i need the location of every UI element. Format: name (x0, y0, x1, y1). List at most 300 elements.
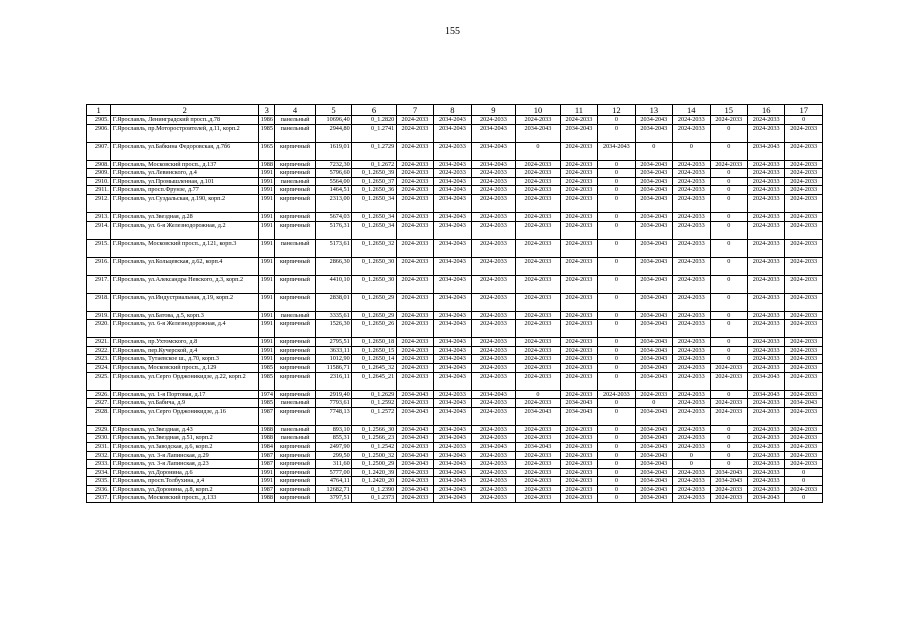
table-cell: 2024-2033 (396, 160, 433, 169)
table-cell: 3797,51 (315, 494, 351, 503)
table-cell: 1974 (260, 390, 273, 398)
table-cell: 2034-2043 (434, 372, 471, 390)
table-cell: 2034-2043 (396, 425, 433, 434)
table-cell: 2024-2033 (471, 293, 516, 311)
table-cell: Г.Ярославль, ул. 1-я Портовая, д.17 (111, 390, 259, 399)
table-cell: 0_1.2650_15 (352, 346, 397, 355)
table-cell: 0_1.2420_20 (352, 477, 397, 486)
table-cell: 2034-2043 (434, 451, 471, 460)
table-cell: 2024-2033 (560, 257, 597, 275)
table-row (87, 169, 823, 178)
table-cell: 2024-2033 (747, 177, 784, 186)
table-row (87, 363, 823, 372)
table-cell: 2024-2033 (747, 460, 784, 469)
table-cell: 2024-2033 (516, 434, 561, 443)
table-cell: 0_1.2650_14 (352, 355, 397, 364)
table-cell: 0 (598, 399, 635, 408)
table-cell: 0 (598, 221, 635, 239)
table-cell: 1526,30 (315, 320, 351, 338)
table-row (87, 346, 823, 355)
table-cell: Г.Ярославль, ул.Серго Орджоникидзе, д.22, корп.2 (111, 372, 259, 390)
table-cell: Г.Ярославль, ул.Серго Орджоникидзе, д.16 (111, 407, 259, 425)
table-cell: 0_1.2390 (352, 485, 397, 494)
table-cell: 2024-2033 (396, 477, 433, 486)
table-cell: 2034-2043 (635, 124, 672, 142)
table-cell: 2024-2033 (673, 477, 710, 486)
table-cell: 2024-2033 (471, 468, 516, 477)
table-cell: 2034-2043 (434, 257, 471, 275)
table-cell: 2024-2033 (747, 311, 784, 320)
table-cell: 1985 (259, 124, 275, 142)
table-cell: 2024-2033 (785, 372, 823, 390)
table-cell: 2034-2043 (434, 355, 471, 364)
table-cell: 11586,71 (315, 363, 351, 372)
table-cell: 3633,11 (315, 346, 351, 355)
table-cell: 2024-2033 (516, 485, 561, 494)
table-cell: 2034-2043 (635, 355, 672, 364)
column-header: 9 (471, 105, 516, 116)
table-cell: 2034-2043 (635, 372, 672, 390)
table-row (87, 477, 823, 486)
table-cell: 2024-2033 (471, 221, 516, 239)
table-cell: кирпичный (275, 320, 315, 338)
table-cell: 0 (598, 160, 635, 169)
table-cell: 2024-2033 (516, 212, 561, 221)
table-cell: кирпичный (275, 451, 315, 460)
table-cell: 2024-2033 (785, 257, 823, 275)
table-cell: 0 (598, 257, 635, 275)
table-cell: 2024-2033 (560, 434, 597, 443)
table-cell: 0_1.2650_30 (352, 257, 397, 275)
table-cell: 2024-2033 (471, 338, 516, 347)
table-cell: 2909. (87, 169, 111, 178)
table-cell: 0_1.2566_23 (352, 434, 397, 443)
table-cell: 2024-2033 (785, 142, 823, 160)
table-cell: Г.Ярославль, ул.Индустриальная, д.19, корп.2 (111, 293, 259, 311)
table-cell: Г.Ярославль, ул.Доронина, д.6 (111, 468, 259, 477)
table-cell: 2930. (87, 434, 111, 443)
table-cell: 2034-2043 (434, 338, 471, 347)
table-cell: 2034-2043 (471, 390, 516, 399)
table-cell: Г.Ярославль, ул.Левинского, д.4 (111, 169, 259, 178)
table-cell: 2024-2033 (560, 494, 597, 503)
table-cell: 1991 (260, 346, 273, 354)
table-row (87, 116, 823, 125)
table-row (87, 212, 823, 221)
column-header: 7 (396, 105, 433, 116)
table-cell: 2917. (87, 275, 111, 293)
table-cell: 0_1.2542 (352, 442, 397, 451)
table-cell: 0 (598, 425, 635, 434)
table-cell: 2024-2033 (673, 390, 710, 399)
table-cell: 7232,30 (315, 160, 351, 169)
table-cell: 2024-2033 (560, 177, 597, 186)
table-cell: 2024-2033 (560, 320, 597, 338)
table-cell: 2034-2043 (434, 477, 471, 486)
table-cell: 2908. (87, 160, 111, 169)
table-cell: кирпичный (275, 346, 315, 355)
table-cell: 10696,40 (315, 116, 351, 125)
table-cell: кирпичный (275, 142, 315, 160)
table-row (87, 425, 823, 434)
table-cell: 0_1.2650_39 (352, 169, 397, 178)
table-cell: 2024-2033 (516, 346, 561, 355)
table-cell: 2024-2033 (747, 346, 784, 355)
table-cell: 2034-2043 (635, 363, 672, 372)
table-cell: 0 (710, 142, 747, 160)
table-cell: 2024-2033 (516, 239, 561, 257)
table-cell: 2024-2033 (785, 407, 823, 425)
table-cell: 2034-2043 (471, 142, 516, 160)
table-cell: 2024-2033 (560, 363, 597, 372)
table-cell: 2024-2033 (434, 390, 471, 399)
table-cell: 2024-2033 (396, 275, 433, 293)
table-cell: Г.Ярославль, пр.Моторостроителей, д.11, корп.2 (111, 124, 259, 142)
table-cell: 2024-2033 (710, 494, 747, 503)
table-cell: 2034-2043 (434, 160, 471, 169)
table-cell: 0 (710, 221, 747, 239)
table-cell: 2024-2033 (471, 355, 516, 364)
table-cell: 2024-2033 (635, 390, 672, 399)
table-cell: 2929. (87, 425, 111, 434)
table-cell: 2912. (87, 194, 111, 212)
table-row (87, 177, 823, 186)
table-cell: 0_1.2650_29 (352, 293, 397, 311)
table-row (87, 194, 823, 212)
table-cell: 0_1.2572 (352, 407, 397, 425)
table-cell: 0_1.2650_26 (352, 320, 397, 338)
table-cell: 2024-2033 (785, 169, 823, 178)
table-cell: 2024-2033 (673, 425, 710, 434)
table-cell: 2024-2033 (785, 338, 823, 347)
table-cell: 2034-2043 (560, 407, 597, 425)
table-cell: 1988 (260, 434, 273, 442)
table-row (87, 142, 823, 160)
column-header: 4 (275, 105, 315, 116)
table-cell: 2034-2043 (434, 399, 471, 408)
column-header: 1 (87, 105, 111, 116)
table-row (87, 338, 823, 347)
table-cell: 2034-2043 (434, 186, 471, 195)
table-cell: кирпичный (275, 160, 315, 169)
table-cell: 2034-2043 (434, 320, 471, 338)
table-cell: 2024-2033 (673, 186, 710, 195)
table-cell: Г.Ярославль, ул.Звездная, д.43 (111, 425, 259, 434)
table-cell: 0_1.2592 (352, 399, 397, 408)
table-cell: 2024-2033 (785, 275, 823, 293)
table-cell: кирпичный (275, 494, 315, 503)
table-cell: 2024-2033 (673, 407, 710, 425)
table-cell: 0_1.2650_29 (352, 311, 397, 320)
table-cell: 1991 (259, 239, 275, 257)
table-cell: 2034-2043 (434, 124, 471, 142)
table-cell: 2944,80 (315, 124, 351, 142)
table-cell: 2024-2033 (785, 485, 823, 494)
table-cell: 2931. (87, 442, 111, 451)
table-cell: 2024-2033 (516, 177, 561, 186)
table-cell: 2034-2043 (471, 160, 516, 169)
table-cell: 2024-2033 (560, 221, 597, 239)
table-cell: 2024-2033 (516, 221, 561, 239)
table-cell: кирпичный (275, 221, 315, 239)
table-cell: 0 (598, 346, 635, 355)
table-row (87, 124, 823, 142)
table-cell: 4764,11 (315, 477, 351, 486)
table-cell: 2034-2043 (516, 442, 561, 451)
table-cell: 2024-2033 (396, 346, 433, 355)
table-cell: 4410,10 (315, 275, 351, 293)
table-cell: 2795,51 (315, 338, 351, 347)
table-cell: 2034-2043 (434, 434, 471, 443)
column-header: 11 (560, 105, 597, 116)
table-cell: 2928. (87, 407, 111, 425)
table-cell: 2024-2033 (471, 407, 516, 425)
table-cell: 5176,31 (315, 221, 351, 239)
table-cell: 2034-2043 (747, 372, 784, 390)
table-cell: 2921. (87, 338, 111, 347)
table-cell: 2024-2033 (396, 338, 433, 347)
table-cell: 0_1.2650_18 (352, 338, 397, 347)
table-cell: 2024-2033 (747, 239, 784, 257)
table-cell: 2838,01 (315, 293, 351, 311)
table-cell: 2034-2043 (434, 468, 471, 477)
table-cell: 0 (598, 363, 635, 372)
table-cell: Г.Ярославль, Московский просп., д.137 (111, 160, 259, 169)
table-cell: 0 (785, 494, 823, 503)
table-cell: 5777,00 (315, 468, 351, 477)
table-cell: 2034-2043 (635, 221, 672, 239)
table-cell: 2934. (87, 468, 111, 477)
table-cell: 2034-2043 (396, 434, 433, 443)
table-cell: 2024-2033 (396, 221, 433, 239)
table-cell: Г.Ярославль, Московский просп., д.121, корп.3 (111, 239, 259, 257)
table-cell: 2024-2033 (785, 311, 823, 320)
table-row (87, 311, 823, 320)
table-cell: 2936. (87, 485, 111, 494)
table-cell: 2024-2033 (434, 142, 471, 160)
table-cell: 2024-2033 (785, 186, 823, 195)
table-cell: 2024-2033 (471, 186, 516, 195)
table-cell: 2024-2033 (396, 468, 433, 477)
table-cell: 0_1.2650_34 (352, 212, 397, 221)
table-cell: 2024-2033 (471, 275, 516, 293)
table-cell: кирпичный (275, 169, 315, 178)
table-cell: 0_1.2645_21 (352, 372, 397, 390)
table-cell: 2024-2033 (710, 485, 747, 494)
table-cell: 1991 (260, 355, 273, 363)
table-cell: 2024-2033 (747, 468, 784, 477)
table-body (87, 116, 823, 503)
table-cell: 2034-2043 (516, 407, 561, 425)
table-cell: 0_1.2650_34 (352, 221, 397, 239)
table-row (87, 186, 823, 195)
table-cell: кирпичный (275, 442, 315, 451)
table-cell: Г.Ярославль, просп.Фрунзе, д.77 (111, 186, 259, 195)
table-cell: 2024-2033 (747, 485, 784, 494)
table-cell: 2024-2033 (560, 169, 597, 178)
table-cell: 1991 (260, 177, 273, 185)
table-cell: Г.Ярославль, ул.Бабкина Федоровская, д.7б6 (111, 142, 259, 160)
table-cell: 2024-2033 (471, 311, 516, 320)
table-cell: 2024-2033 (396, 494, 433, 503)
table-cell: 2034-2043 (635, 194, 672, 212)
table-cell: 2024-2033 (673, 363, 710, 372)
table-cell: 2034-2043 (635, 442, 672, 451)
column-header: 6 (352, 105, 397, 116)
table-cell: 2034-2043 (434, 194, 471, 212)
table-cell: 2024-2033 (785, 320, 823, 338)
table-cell: панельный (275, 116, 315, 125)
table-cell: 0 (598, 494, 635, 503)
table-cell: 2024-2033 (471, 320, 516, 338)
table-cell: 2907. (87, 142, 111, 160)
table-cell: 2024-2033 (747, 355, 784, 364)
table-cell: 2024-2033 (560, 338, 597, 347)
table-cell: 2024-2033 (471, 116, 516, 125)
table-cell: 2024-2033 (396, 355, 433, 364)
table-cell: 0 (598, 320, 635, 338)
table-cell: 0 (598, 451, 635, 460)
table-cell: 1991 (259, 293, 275, 311)
table-cell: 1988 (260, 425, 273, 433)
table-cell: 2034-2043 (710, 468, 747, 477)
table-cell: панельный (275, 311, 315, 320)
table-cell: 2024-2033 (396, 363, 433, 372)
table-cell: 2925. (87, 372, 111, 390)
table-cell: 2024-2033 (396, 320, 433, 338)
table-cell: кирпичный (275, 460, 315, 469)
table-cell: 2024-2033 (560, 460, 597, 469)
table-cell: 0 (710, 275, 747, 293)
table-cell: 2024-2033 (673, 468, 710, 477)
column-header: 12 (598, 105, 635, 116)
table-row (87, 460, 823, 469)
table-cell: 5796,60 (315, 169, 351, 178)
table-cell: 0 (598, 116, 635, 125)
table-cell: 2914. (87, 221, 111, 239)
table-cell: 2024-2033 (747, 221, 784, 239)
table-cell: 0_1.2645_32 (352, 363, 397, 372)
table-row (87, 221, 823, 239)
table-cell: 0 (710, 124, 747, 142)
table-cell: 2034-2043 (635, 186, 672, 195)
table-cell: 2024-2033 (747, 212, 784, 221)
table-cell: 2024-2033 (710, 363, 747, 372)
table-cell: 2024-2033 (516, 116, 561, 125)
table-cell: 1991 (260, 311, 273, 319)
table-cell: 2024-2033 (396, 212, 433, 221)
table-cell: 2024-2033 (785, 160, 823, 169)
table-cell: 2024-2033 (471, 485, 516, 494)
table-cell: 0_1.2566_30 (352, 425, 397, 434)
table-cell: 0 (598, 124, 635, 142)
table-cell: 2024-2033 (560, 275, 597, 293)
table-cell: 1991 (260, 169, 273, 177)
table-cell: кирпичный (275, 212, 315, 221)
table-cell: 2024-2033 (396, 293, 433, 311)
table-cell: 0_1.2500_32 (352, 451, 397, 460)
table-cell: 0 (710, 434, 747, 443)
table-cell: 0 (785, 116, 823, 125)
table-cell: 2024-2033 (560, 293, 597, 311)
table-cell: кирпичный (275, 363, 315, 372)
table-cell: 2024-2033 (673, 177, 710, 186)
table-cell: 0 (710, 169, 747, 178)
table-cell: 2024-2033 (396, 399, 433, 408)
table-cell: 2034-2043 (747, 390, 784, 399)
table-cell: 1987 (260, 485, 273, 493)
table-cell: 2024-2033 (434, 169, 471, 178)
table-cell: Г.Ярославль, пр.Ухтомского, д.8 (111, 338, 259, 347)
table-cell: 2024-2033 (673, 485, 710, 494)
table-cell: 1991 (260, 477, 273, 485)
table-cell: 0 (710, 425, 747, 434)
table-cell: Г.Ярославль, Тутаевское ш., д.70, корп.3 (111, 355, 259, 364)
table-cell: 2024-2033 (516, 293, 561, 311)
table-cell: кирпичный (275, 186, 315, 195)
table-cell: 0 (785, 477, 823, 486)
table-cell: 1985 (260, 363, 273, 371)
table-cell: 0 (598, 485, 635, 494)
table-cell: 1984 (260, 442, 273, 450)
table-cell: 0 (710, 355, 747, 364)
table-row (87, 468, 823, 477)
table-cell: 2034-2043 (434, 221, 471, 239)
table-cell: Г.Ярославль, Московский просп., д.129 (111, 363, 259, 372)
table-cell: Г.Ярославль, ул. 6-я Железнодорожная, д.4 (111, 320, 259, 338)
table-cell: 2024-2033 (747, 124, 784, 142)
table-cell: 2024-2033 (747, 160, 784, 169)
table-cell: Г.Ярославль, пер.Кучерской, д.4 (111, 346, 259, 355)
table-cell: 2034-2043 (635, 169, 672, 178)
table-cell: 2024-2033 (396, 177, 433, 186)
table-cell: 2024-2033 (673, 494, 710, 503)
table-cell: 2024-2033 (747, 293, 784, 311)
table-row (87, 494, 823, 503)
table-cell: 2034-2043 (434, 293, 471, 311)
table-cell: 0 (710, 451, 747, 460)
table-cell: 2034-2043 (635, 468, 672, 477)
table-cell: 2024-2033 (396, 116, 433, 125)
table-cell: 1991 (260, 468, 273, 476)
table-cell: 1987 (259, 407, 275, 425)
table-cell: 0 (598, 177, 635, 186)
table-cell: 1991 (259, 194, 275, 212)
table-cell: 2024-2033 (471, 460, 516, 469)
table-cell: 2024-2033 (785, 451, 823, 460)
table-cell: Г.Ярославль, ул. 6-я Железнодорожная, д.2 (111, 221, 259, 239)
table-cell: Г.Ярославль, просп.Толбухина, д.4 (111, 477, 259, 486)
table-cell: кирпичный (275, 293, 315, 311)
table-cell: 2024-2033 (785, 124, 823, 142)
table-cell: 0 (516, 390, 561, 399)
table-cell: 0 (710, 293, 747, 311)
table-cell: 0 (710, 442, 747, 451)
table-cell: 2932. (87, 451, 111, 460)
table-cell: Г.Ярославль, ул. 3-я Лапинская, д.29 (111, 451, 259, 460)
table-row (87, 434, 823, 443)
table-cell: 0 (516, 142, 561, 160)
table-cell: 2024-2033 (516, 494, 561, 503)
table-cell: 7793,61 (315, 399, 351, 408)
table-cell: 2024-2033 (785, 221, 823, 239)
table-cell: 2024-2033 (673, 194, 710, 212)
table-cell: 5674,03 (315, 212, 351, 221)
table-cell: 2915. (87, 239, 111, 257)
table-cell: 2024-2033 (396, 124, 433, 142)
table-cell: 2926. (87, 390, 111, 399)
table-row (87, 407, 823, 425)
